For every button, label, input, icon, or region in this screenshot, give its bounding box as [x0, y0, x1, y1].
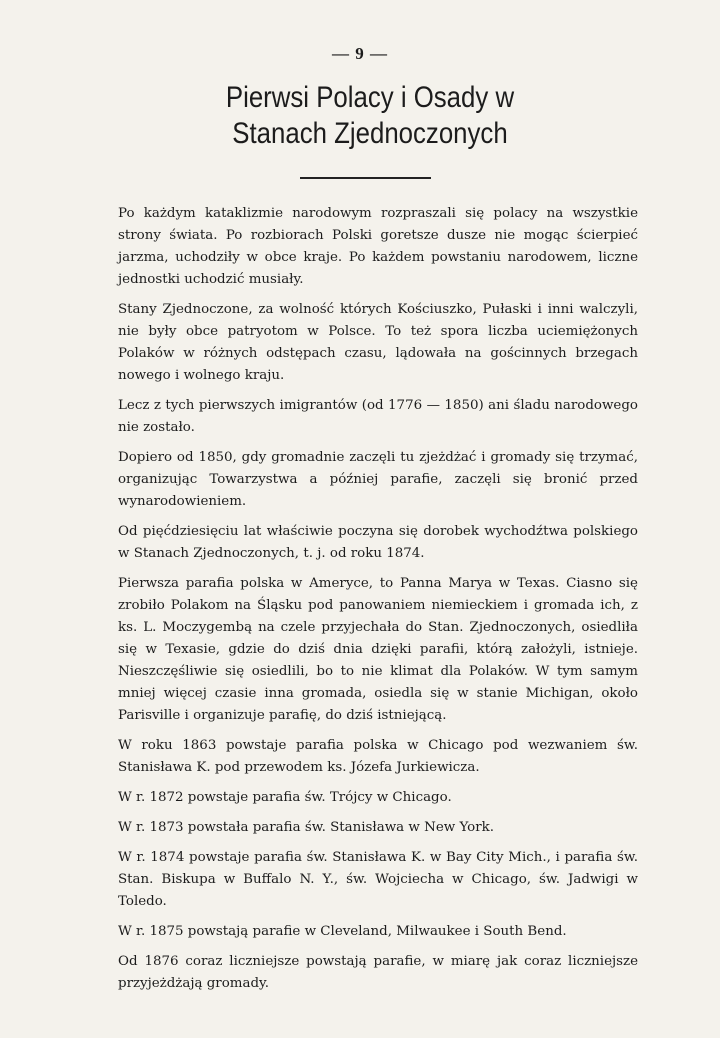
- title-divider: [300, 177, 431, 179]
- page-number: — 9 —: [332, 44, 388, 63]
- paragraph: Stany Zjednoczone, za wolność których Kościuszko, Pułaski i inni walczyli, nie były obce patryotom w Polsce. To też spora liczba uciemiężonych Polaków w różnych odstępach czasu, lądowała na gościnnych brzegach nowego i wolnego kraju.: [118, 302, 638, 383]
- paragraph: Lecz z tych pierwszych imigrantów (od 1776 — 1850) ani śladu narodowego nie zostało.: [118, 398, 638, 435]
- paragraph: Po każdym kataklizmie narodowym rozpraszali się polacy na wszystkie strony świata. Po rozbiorach Polski goretsze dusze nie mogąc ścierpieć jarzma, uchodziły w obce kraje. Po każdem powstaniu narodowem, liczne jednostki uchodzić musiały.: [118, 206, 638, 287]
- body-text: [118, 203, 638, 1003]
- chapter-title-line-1: Pierwsi Polacy i Osady w: [225, 81, 515, 114]
- paragraph: W r. 1874 powstaje parafia św. Stanisława K. w Bay City Mich., i parafia św. Stan. Biskupa w Buffalo N. Y., św. Wojciecha w Chicago, św. Jadwigi w Toledo.: [118, 850, 638, 909]
- paragraph: Pierwsza parafia polska w Ameryce, to Panna Marya w Texas. Ciasno się zrobiło Polakom na Śląsku pod panowaniem niemieckiem i gromada ich, z ks. L. Moczygembą na czele przyjechała do Stan. Zjednoczonych, osiedliła się w Texasie, gdzie do dziś dnia dzięki parafii, którą założyli, istnieje. Nieszczęśliwie się osiedlili, bo to nie klimat dla Polaków. W tym samym mniej więcej czasie inna gromada, osiedla się w stanie Michigan, około Parisville i organizuje parafię, do dziś istniejącą.: [118, 576, 638, 723]
- paragraph: W roku 1863 powstaje parafia polska w Chicago pod wezwaniem św. Stanisława K. pod przewodem ks. Józefa Jurkiewicza.: [118, 738, 638, 775]
- paragraph: Dopiero od 1850, gdy gromadnie zaczęli tu zjeżdżać i gromady się trzymać, organizując Towarzystwa a później parafie, zaczęli się bronić przed wynarodowieniem.: [118, 450, 638, 509]
- paragraph: W r. 1875 powstają parafie w Cleveland, Milwaukee i South Bend.: [118, 924, 567, 939]
- paragraph: W r. 1872 powstaje parafia św. Trójcy w Chicago.: [118, 790, 452, 805]
- paragraph: Od 1876 coraz liczniejsze powstają parafie, w miarę jak coraz liczniejsze przyjeżdżają gromady.: [118, 954, 638, 991]
- paragraph: Od pięćdziesięciu lat właściwie poczyna się dorobek wychodźtwa polskiego w Stanach Zjednoczonych, t. j. od roku 1874.: [118, 524, 638, 561]
- paragraph: W r. 1873 powstała parafia św. Stanisława w New York.: [118, 820, 495, 835]
- chapter-title: [52, 80, 671, 152]
- chapter-title-line-2: Stanach Zjednoczonych: [232, 117, 508, 150]
